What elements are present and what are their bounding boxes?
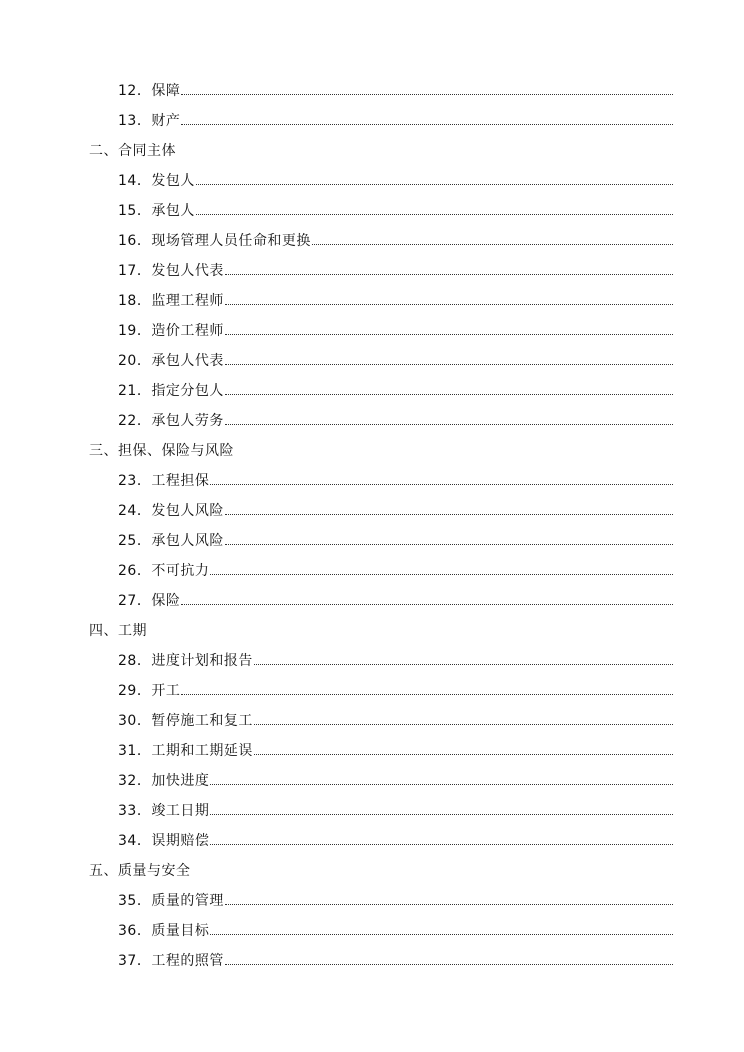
toc-entry-title: 质量目标 [151, 923, 210, 939]
toc-entry-title: 工程的照管 [151, 953, 224, 969]
dot-leader [254, 723, 673, 725]
toc-entry-number: 20． [118, 353, 152, 369]
toc-entry-title: 工期和工期延误 [151, 743, 253, 759]
toc-entry-number: 27． [118, 593, 152, 609]
toc-entry-title: 承包人劳务 [151, 413, 224, 429]
toc-entry-number: 16． [118, 233, 152, 249]
toc-entry[interactable] [0, 255, 673, 285]
toc-entry-number: 19． [118, 323, 152, 339]
toc-entry[interactable] [0, 585, 673, 615]
toc-entry-number: 35． [118, 893, 152, 909]
toc-section-title: 二、合同主体 [89, 143, 176, 159]
toc-entry-number: 30． [118, 713, 152, 729]
toc-entry-number: 26． [118, 563, 152, 579]
toc-entry[interactable] [0, 945, 673, 975]
toc-entry-title: 暂停施工和复工 [151, 713, 253, 729]
dot-leader [312, 243, 673, 245]
toc-entry[interactable] [0, 555, 673, 585]
toc-entry-number: 21． [118, 383, 152, 399]
toc-section-title: 五、质量与安全 [89, 863, 191, 879]
toc-entry-number: 32． [118, 773, 152, 789]
dot-leader [210, 933, 673, 935]
dot-leader [225, 393, 673, 395]
toc-entry[interactable] [0, 285, 673, 315]
toc-entry-title: 财产 [151, 113, 181, 129]
toc-entry-number: 36． [118, 923, 152, 939]
dot-leader [225, 903, 673, 905]
toc-entry[interactable] [0, 315, 673, 345]
toc-entry-title: 保障 [151, 83, 181, 99]
toc-entry-number: 34． [118, 833, 152, 849]
toc-entry-title: 工程担保 [151, 473, 210, 489]
toc-entry-number: 17． [118, 263, 152, 279]
toc-entry-title: 加快进度 [151, 773, 210, 789]
dot-leader [225, 543, 673, 545]
dot-leader [210, 483, 673, 485]
toc-entry-number: 15． [118, 203, 152, 219]
toc-entry-title: 保险 [151, 593, 181, 609]
toc-entry-title: 承包人代表 [151, 353, 224, 369]
toc-entry[interactable] [0, 225, 673, 255]
dot-leader [181, 123, 673, 125]
toc-entry-number: 33． [118, 803, 152, 819]
toc-entry[interactable] [0, 105, 673, 135]
dot-leader [196, 183, 673, 185]
dot-leader [225, 333, 673, 335]
toc-entry-number: 25． [118, 533, 152, 549]
toc-entry-title: 承包人 [151, 203, 195, 219]
toc-section-title: 四、工期 [89, 623, 147, 639]
toc-entry-number: 31． [118, 743, 152, 759]
toc-entry-number: 29． [118, 683, 152, 699]
toc-entry-number: 12． [118, 83, 152, 99]
toc-entry[interactable] [0, 735, 673, 765]
toc-entry-number: 18． [118, 293, 152, 309]
toc-entry-title: 发包人代表 [151, 263, 224, 279]
toc-entry[interactable] [0, 915, 673, 945]
toc-entry-title: 承包人风险 [151, 533, 224, 549]
toc-entry[interactable] [0, 405, 673, 435]
toc-entry[interactable] [0, 345, 673, 375]
dot-leader [210, 813, 673, 815]
dot-leader [225, 363, 673, 365]
toc-entry[interactable] [0, 465, 673, 495]
toc-entry[interactable] [0, 795, 673, 825]
dot-leader [210, 573, 673, 575]
toc-entry-title: 发包人 [151, 173, 195, 189]
toc-entry-number: 14． [118, 173, 152, 189]
dot-leader [225, 513, 673, 515]
toc-entry-number: 23． [118, 473, 152, 489]
toc-entry[interactable] [0, 75, 673, 105]
toc-entry[interactable] [0, 705, 673, 735]
dot-leader [210, 843, 673, 845]
toc-entry-title: 不可抗力 [151, 563, 210, 579]
dot-leader [181, 693, 673, 695]
toc-entry-title: 误期赔偿 [151, 833, 210, 849]
toc-section-heading[interactable] [0, 615, 672, 645]
dot-leader [181, 93, 673, 95]
toc-entry-title: 发包人风险 [151, 503, 224, 519]
toc-entry-title: 质量的管理 [151, 893, 224, 909]
toc-entry[interactable] [0, 765, 673, 795]
toc-section-heading[interactable] [0, 135, 672, 165]
dot-leader [225, 273, 673, 275]
toc-entry-number: 37． [118, 953, 152, 969]
toc-entry[interactable] [0, 375, 673, 405]
toc-entry-title: 现场管理人员任命和更换 [151, 233, 311, 249]
toc-entry[interactable] [0, 675, 673, 705]
dot-leader [210, 783, 673, 785]
dot-leader [254, 753, 673, 755]
toc-section-heading[interactable] [0, 435, 672, 465]
toc-entry-title: 开工 [151, 683, 181, 699]
toc-entry[interactable] [0, 165, 673, 195]
toc-entry-number: 24． [118, 503, 152, 519]
toc-entry[interactable] [0, 495, 673, 525]
toc-entry-number: 22． [118, 413, 152, 429]
toc-entry-number: 28． [118, 653, 152, 669]
toc-entry[interactable] [0, 645, 673, 675]
toc-entry[interactable] [0, 195, 673, 225]
toc-entry[interactable] [0, 885, 673, 915]
toc-entry-title: 竣工日期 [151, 803, 210, 819]
toc-entry[interactable] [0, 525, 673, 555]
toc-section-heading[interactable] [0, 855, 672, 885]
dot-leader [225, 303, 673, 305]
toc-entry-title: 进度计划和报告 [151, 653, 253, 669]
toc-entry-title: 指定分包人 [151, 383, 224, 399]
toc-entry-number: 13． [118, 113, 152, 129]
toc-entry[interactable] [0, 825, 673, 855]
table-of-contents [0, 75, 744, 975]
dot-leader [225, 963, 673, 965]
dot-leader [196, 213, 673, 215]
toc-entry-title: 造价工程师 [151, 323, 224, 339]
toc-section-title: 三、担保、保险与风险 [89, 443, 234, 459]
toc-entry-title: 监理工程师 [151, 293, 224, 309]
dot-leader [181, 603, 673, 605]
dot-leader [254, 663, 673, 665]
dot-leader [225, 423, 673, 425]
